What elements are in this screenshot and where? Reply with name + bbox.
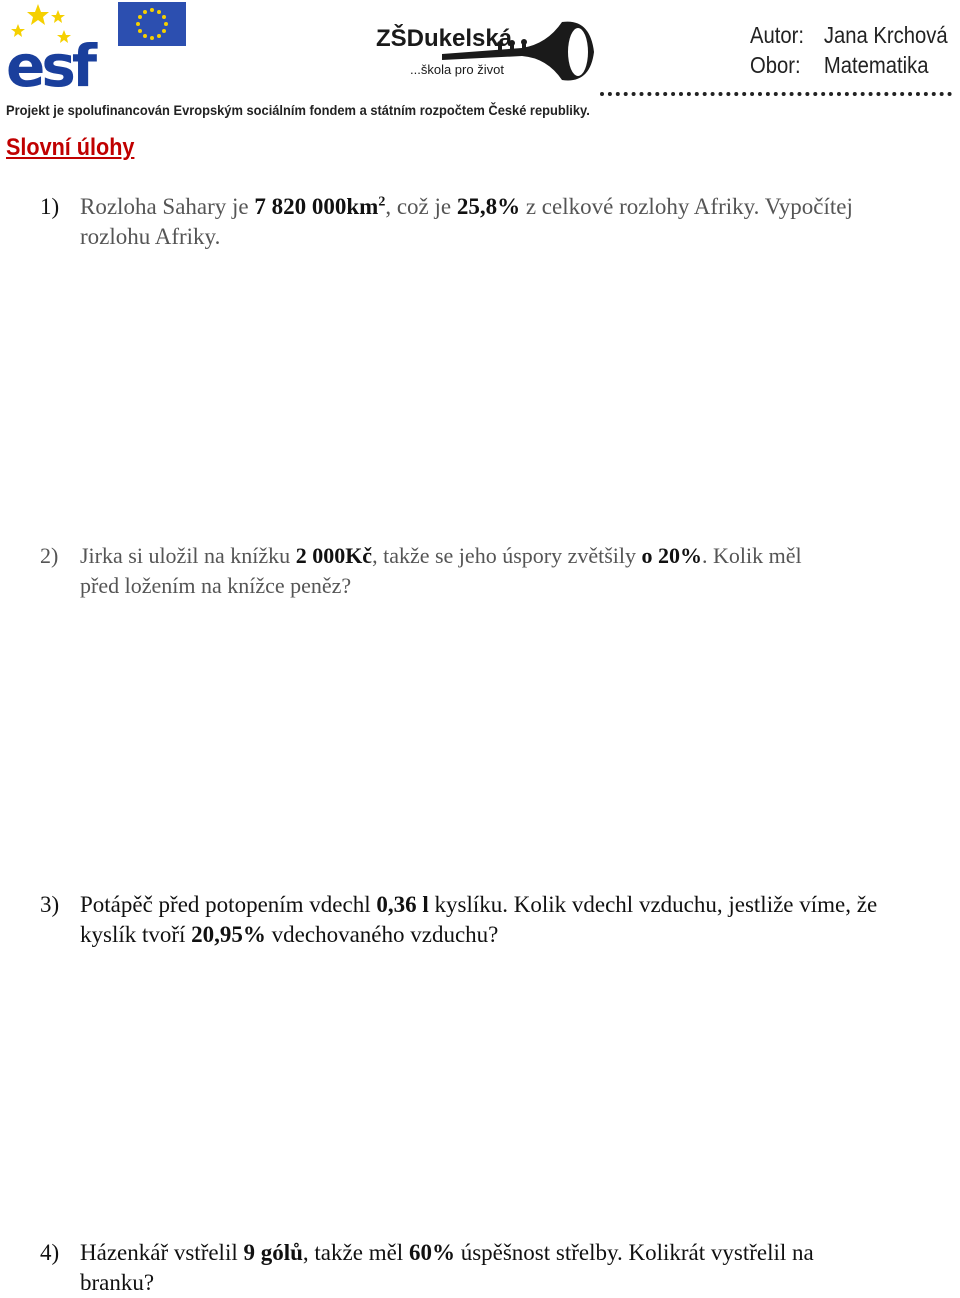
problem-text: Házenkář vstřelil — [80, 1240, 244, 1265]
problem-text: Jirka si uložil na knížku — [80, 543, 296, 568]
problem-number: 4) — [40, 1240, 60, 1265]
problem-4 — [40, 1238, 960, 1298]
problem-value: 2 000Kč — [295, 543, 373, 568]
problem-2 — [40, 541, 960, 601]
problem-text: z celkové rozlohy Afriky. Vypočítej — [520, 194, 853, 219]
problem-text: Potápěč před potopením vdechl — [80, 892, 377, 917]
problem-text: vdechovaného vzduchu? — [265, 922, 499, 947]
problem-text: , takže měl — [302, 1240, 409, 1265]
problem-value: 7 820 000km — [254, 194, 379, 219]
author-label: Autor: — [750, 22, 805, 48]
problem-text: branku? — [80, 1270, 155, 1295]
subject-label: Obor: — [750, 52, 801, 78]
svg-text:...škola pro život: ...škola pro život — [410, 62, 504, 77]
problem-number: 1) — [40, 194, 60, 219]
problem-text: kyslíku. Kolik vdechl vzduchu, jestliže víme, že — [428, 892, 878, 917]
eu-flag-icon — [118, 2, 186, 46]
section-title: Slovní úlohy — [6, 134, 135, 161]
problem-text: , takže se jeho úspory zvětšily — [372, 543, 642, 568]
problem-text: . Kolik měl — [702, 543, 802, 568]
problem-value: 20,95% — [191, 922, 266, 947]
problem-value: 25,8% — [456, 194, 521, 219]
problem-text: úspěšnost střelby. Kolikrát vystřelil na — [454, 1240, 814, 1265]
problem-text: rozlohu Afriky. — [80, 224, 221, 249]
project-funding-note: Projekt je spolufinancován Evropským sociálním fondem a státním rozpočtem České republiky. — [6, 102, 590, 118]
svg-text:ZŠDukelská: ZŠDukelská — [376, 25, 513, 52]
problem-superscript: 2 — [378, 194, 386, 210]
subject-value: Matematika — [823, 52, 929, 78]
problem-text: před ložením na knížce peněz? — [80, 573, 352, 598]
problem-value: o 20% — [641, 543, 703, 568]
problem-3 — [40, 890, 960, 950]
problem-value: 60% — [408, 1240, 455, 1265]
problem-text: Rozloha Sahary je — [80, 194, 255, 219]
problem-text: kyslík tvoří — [80, 922, 192, 947]
problem-value: 9 gólů — [243, 1240, 303, 1265]
problem-value: 0,36 l — [376, 892, 429, 917]
author-info — [750, 20, 948, 80]
problem-number: 2) — [40, 543, 59, 568]
problem-text: , což je — [385, 194, 457, 219]
svg-text:esf: esf — [6, 32, 94, 90]
problem-1 — [40, 192, 960, 252]
header-divider — [600, 92, 952, 96]
school-logo — [372, 16, 597, 86]
esf-logo — [4, 2, 114, 90]
author-value: Jana Krchová — [823, 22, 948, 48]
problem-number: 3) — [40, 892, 60, 917]
